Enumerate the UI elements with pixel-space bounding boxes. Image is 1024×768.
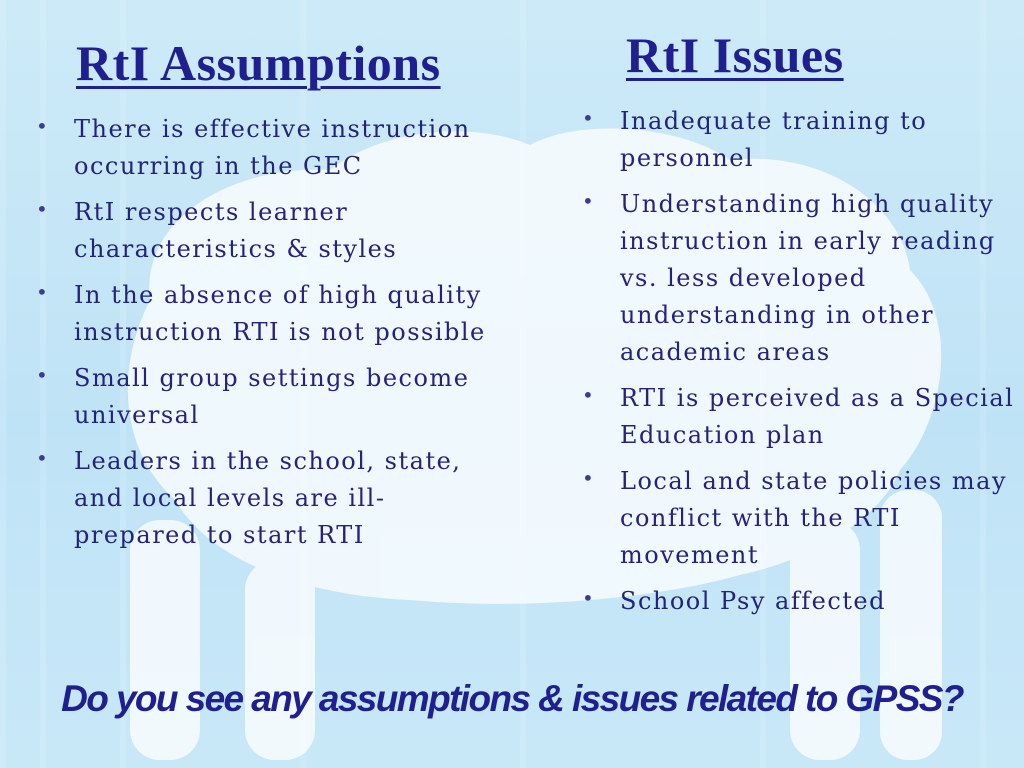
- issue-item: • Understanding high quality instruction in early reading vs. less developed understanding in other academic areas: [582, 186, 1018, 371]
- assumption-item: • Small group settings become universal: [36, 360, 506, 434]
- issue-item: • School Psy affected: [582, 583, 1018, 620]
- assumption-item: • In the absence of high quality instruction RTI is not possible: [36, 277, 506, 351]
- assumption-item: • Leaders in the school, state, and local levels are ill-prepared to start RTI: [36, 443, 506, 554]
- footer-question: Do you see any assumptions & issues related to GPSS?: [61, 678, 963, 719]
- issue-item: • RTI is perceived as a Special Education plan: [582, 380, 1018, 454]
- assumption-item: • There is effective instruction occurring in the GEC: [36, 111, 506, 185]
- assumptions-title: RtI Assumptions: [76, 35, 441, 91]
- issues-title: RtI Issues: [626, 27, 844, 83]
- assumption-item: • RtI respects learner characteristics & styles: [36, 194, 506, 268]
- assumptions-list: [36, 111, 506, 563]
- issue-item: • Inadequate training to personnel: [582, 103, 1018, 177]
- issues-list: [582, 103, 1018, 629]
- issue-item: • Local and state policies may conflict with the RTI movement: [582, 463, 1018, 574]
